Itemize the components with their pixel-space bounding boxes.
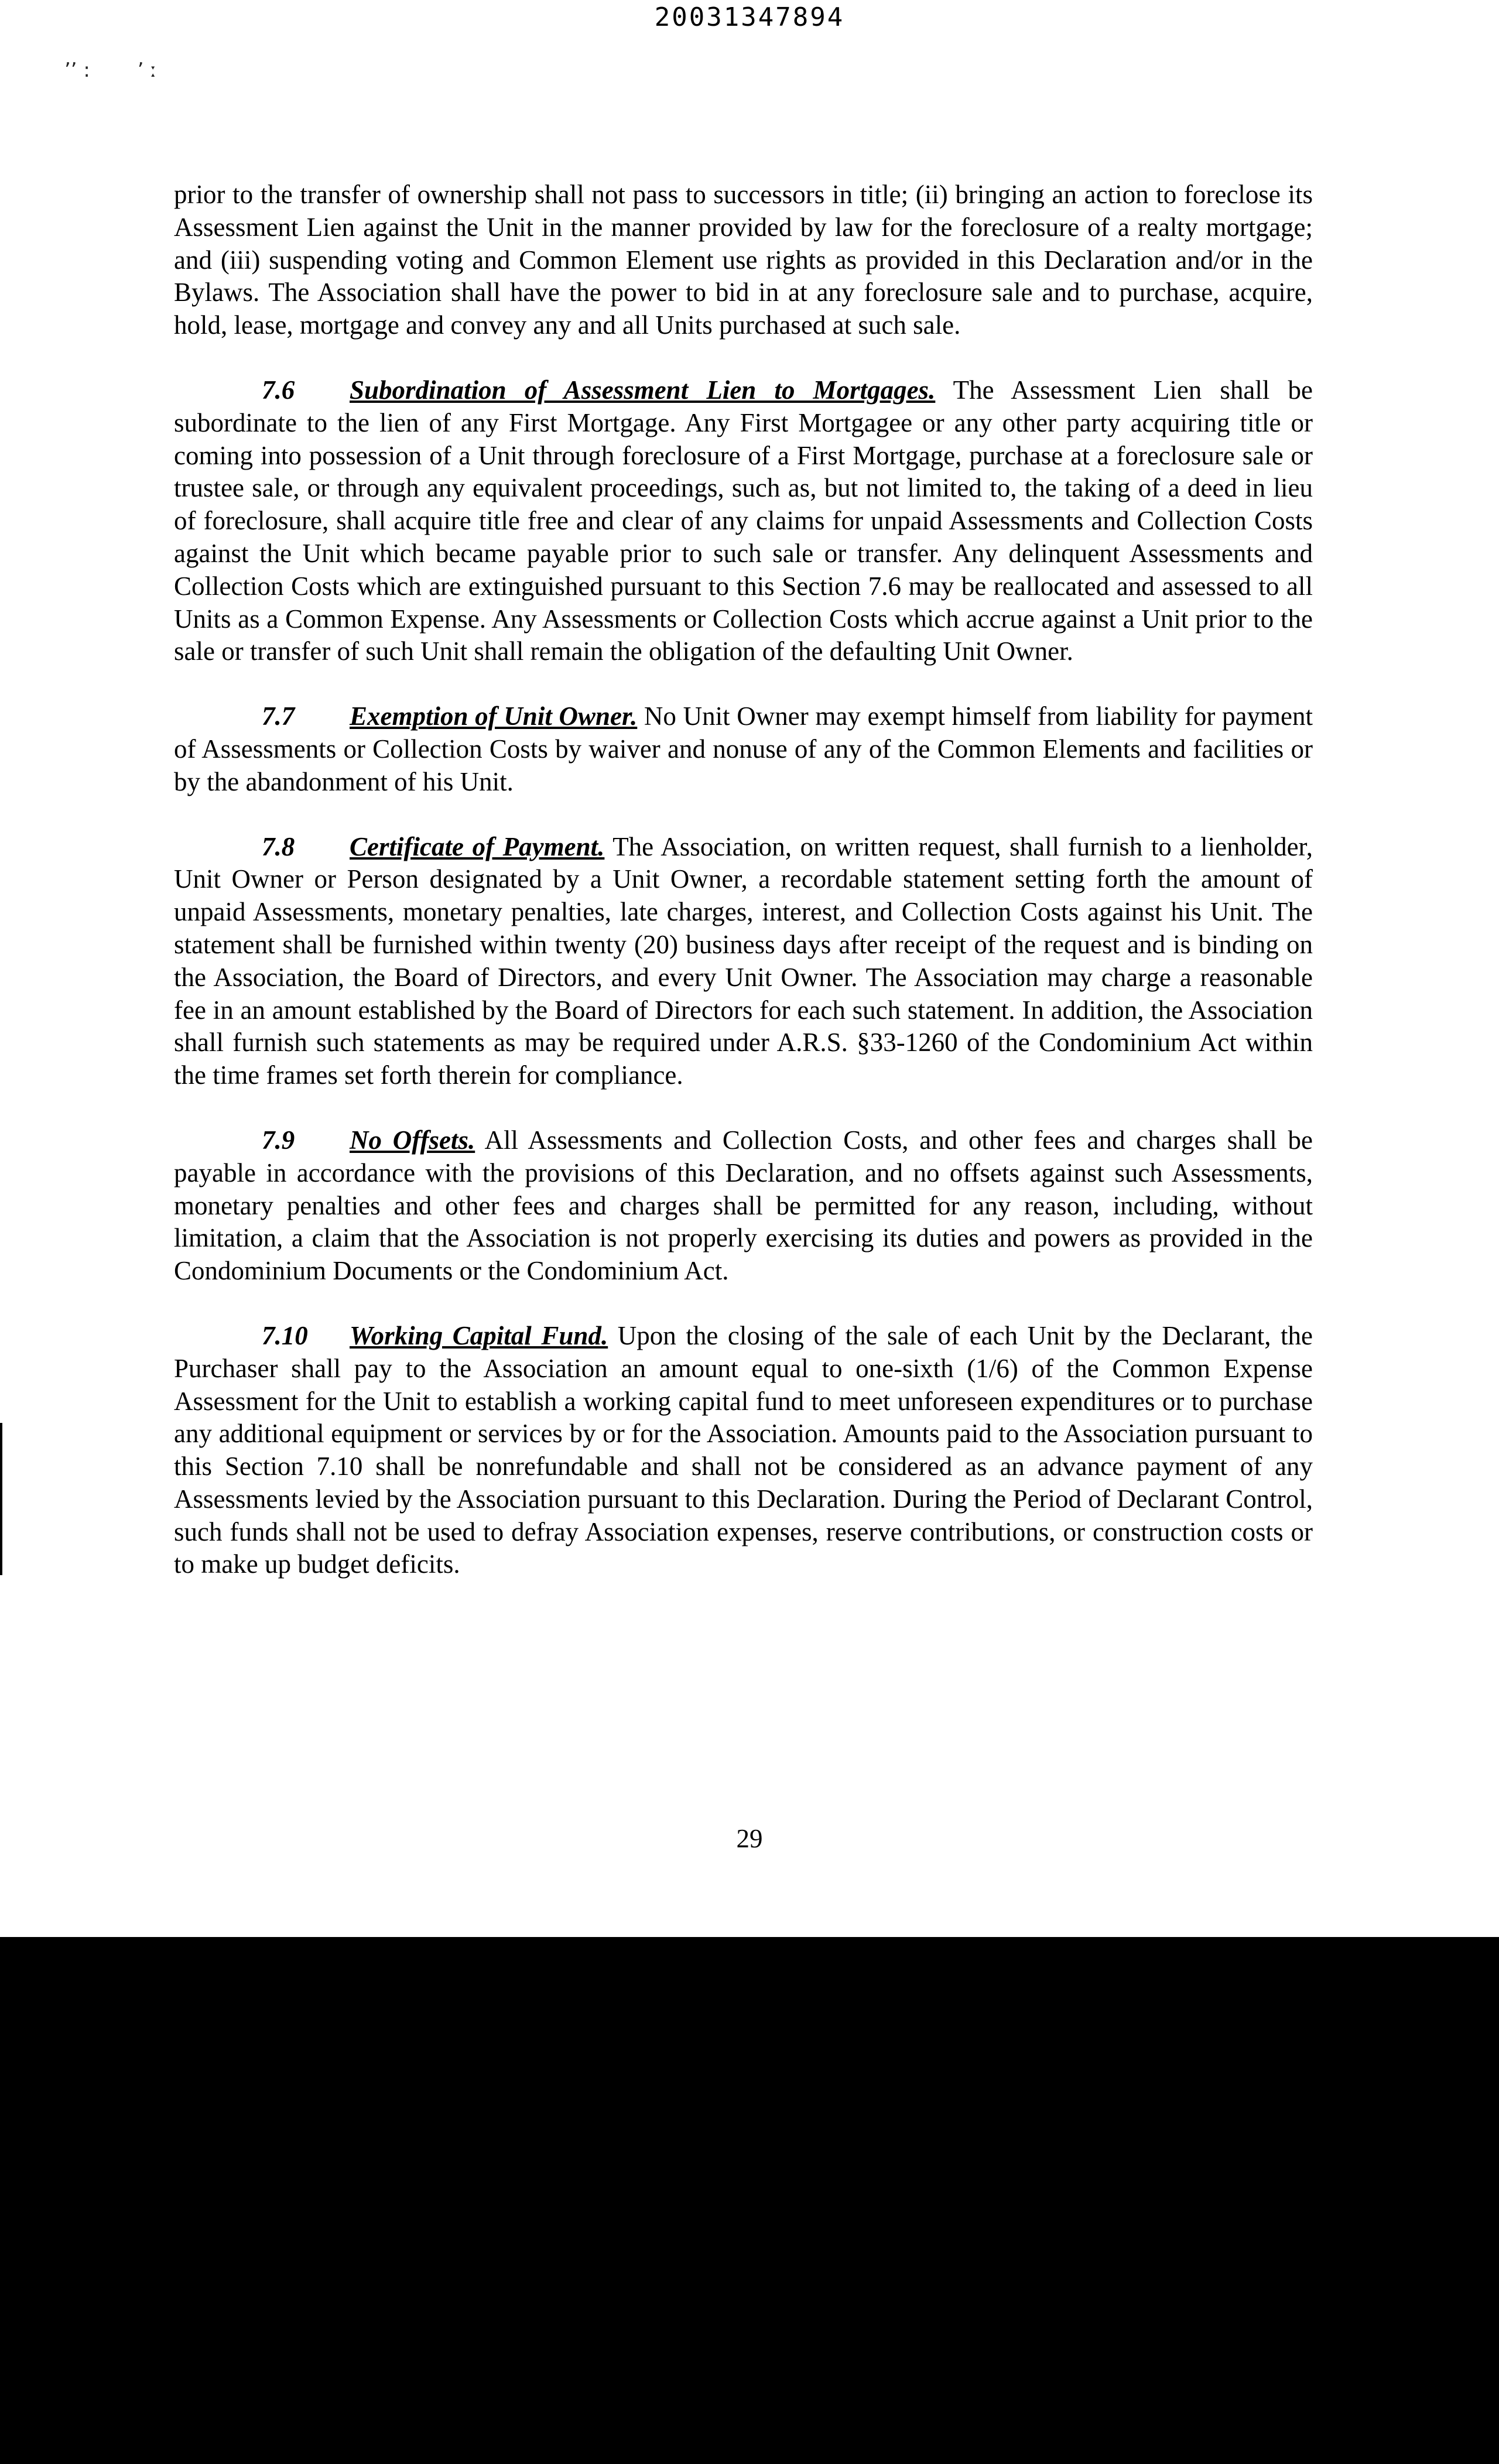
scan-speck: ’’ : xyxy=(64,59,90,82)
continuation-paragraph: prior to the transfer of ownership shall not pass to successors in title; (ii) bringing an action to foreclose its Assessment Lien against the Unit in the manner provided by law for the foreclosure of a realty mortgage; and (iii) suspending voting and Common Element use rights as provided in this Declaration and/or in the Bylaws. The Association shall have the power to bid in at any foreclosure sale and to purchase, acquire, hold, lease, mortgage and convey any and all Units purchased at such sale. xyxy=(174,180,1313,340)
section-number: 7.7 xyxy=(262,701,295,731)
section-heading: No Offsets. xyxy=(350,1125,475,1155)
scan-specks xyxy=(64,59,198,82)
section-number: 7.9 xyxy=(262,1125,295,1155)
document-body xyxy=(174,179,1313,1581)
section-text: No Unit Owner may exempt himself from liability for payment of Assessments or Collection Costs by waiver and nonuse of any of the Common Elements and facilities or by the abandonment of his Unit. xyxy=(174,701,1313,796)
section-number: 7.8 xyxy=(262,831,295,861)
section-heading: Exemption of Unit Owner. xyxy=(350,701,638,731)
section-text: The Association, on written request, shall furnish to a lienholder, Unit Owner or Person designated by a Unit Owner, a recordable statement setting forth the amount of unpaid Assessments, monetary penalties, late charges, interest, and Collection Costs against his Unit. The statement shall be furnished within twenty (20) business days after receipt of the request and is binding on the Association, the Board of Directors, and every Unit Owner. The Association may charge a reasonable fee in an amount established by the Board of Directors for each such statement. In addition, the Association shall furnish such statements as may be required under A.R.S. §33-1260 of the Condominium Act within the time frames set forth therein for compliance. xyxy=(174,831,1313,1090)
section-text: All Assessments and Collection Costs, and other fees and charges shall be payable in accordance with the provisions of this Declaration, and no offsets against such Assessments, monetary penalties and other fees and charges shall be permitted for any reason, including, without limitation, a claim that the Association is not properly exercising its duties and powers as provided in the Condominium Documents or the Condominium Act. xyxy=(174,1125,1313,1286)
section-7-9 xyxy=(174,1124,1313,1288)
section-heading: Subordination of Assessment Lien to Mortgages. xyxy=(350,375,936,405)
section-7-6 xyxy=(174,374,1313,668)
scan-edge-mark xyxy=(0,1423,2,1575)
page-number: 29 xyxy=(736,1824,763,1853)
section-7-7 xyxy=(174,700,1313,798)
scan-black-border xyxy=(0,1937,1499,2464)
section-text: The Assessment Lien shall be subordinate to the lien of any First Mortgage. Any First Mortgagee or any other party acquiring title or coming into possession of a Unit through foreclosure of a First Mortgage, purchase at a foreclosure sale or trustee sale, or through any equivalent proceedings, such as, but not limited to, the taking of a deed in lieu of foreclosure, shall acquire title free and clear of any claims for unpaid Assessments and Collection Costs against the Unit which became payable prior to such sale or transfer. Any delinquent Assessments and Collection Costs which are extinguished pursuant to this Section 7.6 may be reallocated and assessed to all Units as a Common Expense. Any Assessments or Collection Costs which accrue against a Unit prior to the sale or transfer of such Unit shall remain the obligation of the defaulting Unit Owner. xyxy=(174,375,1313,666)
section-heading: Certificate of Payment. xyxy=(350,831,605,861)
section-text: Upon the closing of the sale of each Unit by the Declarant, the Purchaser shall pay to the Association an amount equal to one-sixth (1/6) of the Common Expense Assessment for the Unit to establish a working capital fund to meet unforeseen expenditures or to purchase any additional equipment or services by or for the Association. Amounts paid to the Association pursuant to this Section 7.10 shall be nonrefundable and shall not be considered as an advance payment of any Assessments levied by the Association pursuant to this Declaration. During the Period of Declarant Control, such funds shall not be used to defray Association expenses, reserve contributions, or construction costs or to make up budget deficits. xyxy=(174,1320,1313,1579)
section-7-10 xyxy=(174,1320,1313,1581)
document-number: 20031347894 xyxy=(654,2,845,32)
scan-speck: ’ ː xyxy=(137,59,157,82)
section-heading: Working Capital Fund. xyxy=(350,1320,608,1350)
section-number: 7.10 xyxy=(262,1320,308,1350)
section-number: 7.6 xyxy=(262,375,295,405)
section-7-8 xyxy=(174,831,1313,1092)
